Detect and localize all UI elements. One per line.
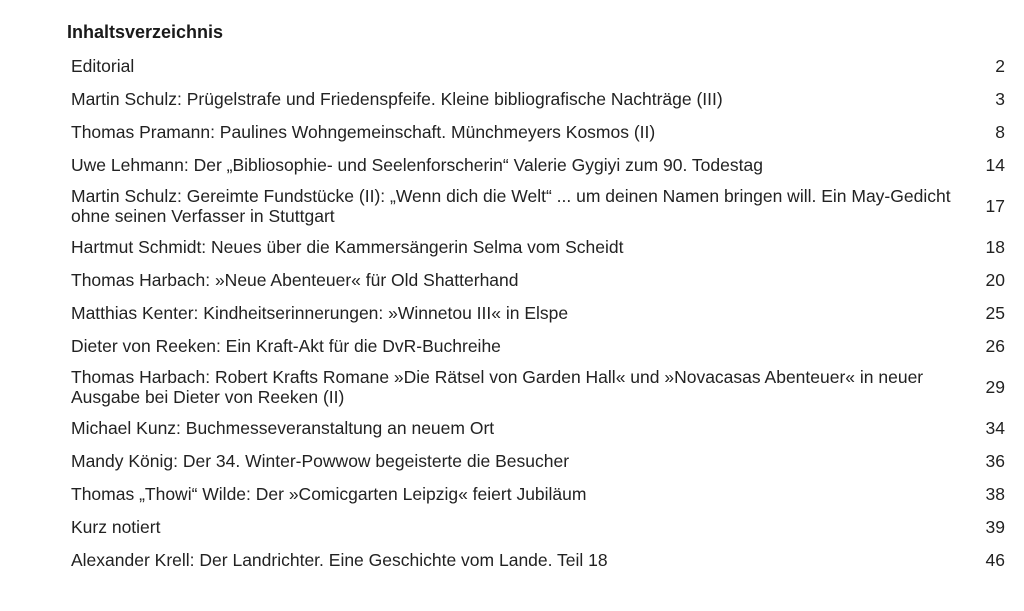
toc-entry-page: 8 [995,121,1005,142]
toc-entry-page: 20 [985,269,1005,290]
toc-entry [65,148,1013,181]
toc-entry-title: Kurz notiert [71,516,161,537]
toc-entry [65,82,1013,115]
toc-entry-title: Martin Schulz: Gereimte Fundstücke (II): „Wenn dich die Welt“ ... um deinen Namen bringen will. Ein May-Gedicht ohne seinen Verfasser in Stuttgart [71,185,951,226]
toc-entry-page: 18 [985,236,1005,257]
toc-entry [65,543,1013,576]
toc-entry-title: Martin Schulz: Prügelstrafe und Friedenspfeife. Kleine bibliografische Nachträge (III) [71,88,723,109]
toc-entry-page: 34 [985,417,1005,438]
toc-entry-title: Michael Kunz: Buchmesseveranstaltung an neuem Ort [71,417,495,438]
toc-heading: Inhaltsverzeichnis [67,22,224,42]
toc-entry-title: Editorial [71,55,135,76]
toc-table [65,49,1013,576]
toc-entry [65,263,1013,296]
toc-entry-title: Uwe Lehmann: Der „Bibliosophie- und Seelenforscherin“ Valerie Gygiyi zum 90. Todestag [71,154,763,175]
toc-entry [65,296,1013,329]
toc-entry [65,329,1013,362]
toc-entry [65,181,1013,230]
toc-entry-title: Thomas Harbach: »Neue Abenteuer« für Old Shatterhand [71,269,519,290]
toc-entry [65,510,1013,543]
toc-entry [65,477,1013,510]
toc-entry [65,444,1013,477]
toc-entry-page: 46 [985,549,1005,570]
toc-entry-title: Dieter von Reeken: Ein Kraft-Akt für die DvR-Buchreihe [71,335,501,356]
toc-entry-title: Thomas „Thowi“ Wilde: Der »Comicgarten Leipzig« feiert Jubiläum [71,483,587,504]
toc-entry-page: 2 [995,55,1005,76]
toc-entry-page: 36 [985,450,1005,471]
toc-entry-page: 39 [985,516,1005,537]
toc-entry-page: 26 [985,335,1005,356]
toc-entry-page: 38 [985,483,1005,504]
toc-entry-title: Thomas Pramann: Paulines Wohngemeinschaft. Münchmeyers Kosmos (II) [71,121,656,142]
toc-entry-title: Hartmut Schmidt: Neues über die Kammersängerin Selma vom Scheidt [71,236,624,257]
toc-entry [65,362,1013,411]
toc-entry-title: Alexander Krell: Der Landrichter. Eine Geschichte vom Lande. Teil 18 [71,549,608,570]
toc-entry-page: 29 [985,376,1005,397]
toc-entry-page: 17 [985,195,1005,216]
toc-entry-title: Thomas Harbach: Robert Krafts Romane »Die Rätsel von Garden Hall« und »Novacasas Abenteuer« in neuer Ausgabe bei Dieter von Reeken (II) [71,366,924,407]
toc-entry-title: Mandy König: Der 34. Winter-Powwow begeisterte die Besucher [71,450,570,471]
toc-entry-page: 25 [985,302,1005,323]
toc-entry [65,49,1013,82]
toc-entry-page: 14 [985,154,1005,175]
toc-entry [65,115,1013,148]
toc-entry-page: 3 [995,88,1005,109]
toc-entry [65,230,1013,263]
toc-entry [65,411,1013,444]
toc-entry-title: Matthias Kenter: Kindheitserinnerungen: »Winnetou III« in Elspe [71,302,569,323]
